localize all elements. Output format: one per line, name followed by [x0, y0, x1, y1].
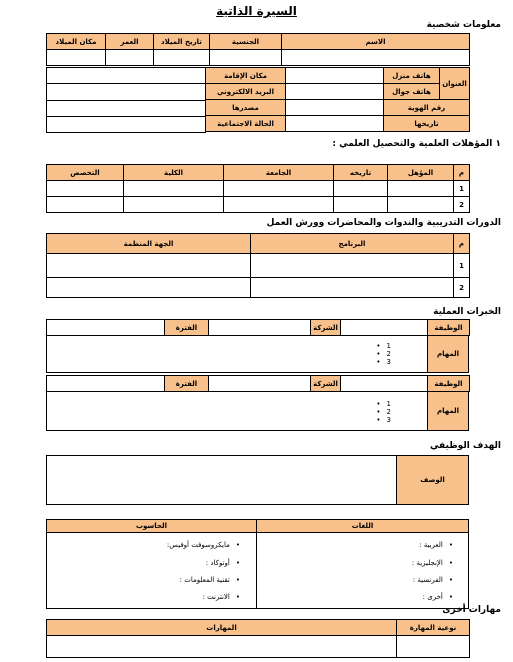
experience-row-1 [46, 319, 470, 336]
birth-place-label: مكان الميلاد [47, 34, 106, 50]
nationality-field[interactable] [210, 50, 282, 66]
personal-table-bottom [205, 67, 470, 132]
task-list: 1 • 2 • 3 • [376, 400, 391, 424]
objective-label-box [396, 455, 469, 505]
tasks-label-box [427, 335, 469, 373]
edu-row-num: 1 [454, 181, 470, 197]
id-source-label: مصدرها [206, 100, 286, 116]
other-skills-heading: مهارات أخرى [442, 605, 501, 615]
birth-date-label: تاريخ الميلاد [154, 34, 210, 50]
languages-header: اللغات [256, 519, 469, 533]
task-list: 1 • 2 • 3 • [376, 342, 391, 366]
home-phone-label: هاتف منزل [384, 68, 440, 84]
computer-header: الحاسوب [46, 519, 257, 533]
birth-place-field[interactable] [47, 50, 106, 66]
skills-field[interactable] [47, 636, 397, 658]
name-label: الاسم [282, 34, 470, 50]
course-row-num: 2 [454, 278, 470, 298]
residence-label: مكان الإقامة [206, 68, 286, 84]
job-label: الوظيفة [428, 376, 470, 392]
home-phone-field[interactable] [286, 68, 384, 84]
age-field[interactable] [106, 50, 154, 66]
marital-label: الحالة الاجتماعية [206, 116, 286, 132]
skills-label: المهارات [47, 620, 397, 636]
personal-table-top [46, 33, 470, 66]
experience-row-2 [46, 375, 470, 392]
language-item[interactable]: •العربية : [419, 541, 453, 549]
objective-desc-label: الوصف [420, 476, 445, 484]
nationality-label: الجنسية [210, 34, 282, 50]
edu-col-major: التخصص [47, 165, 124, 181]
other-skills-table [46, 619, 470, 658]
edu-row-num: 2 [454, 197, 470, 213]
edu-col-university: الجامعة [224, 165, 334, 181]
courses-table [46, 233, 470, 298]
computer-item[interactable]: •تقنية المعلومات : [179, 576, 240, 584]
language-item[interactable]: •الفرنسية : [412, 576, 453, 584]
company-field[interactable] [209, 320, 311, 336]
computer-item[interactable]: •أوتوكاد : [205, 559, 240, 567]
company-label: الشركة [311, 320, 341, 336]
job-field[interactable] [341, 320, 428, 336]
company-field[interactable] [209, 376, 311, 392]
objective-heading: الهدف الوظيفي [429, 441, 501, 451]
tasks-label: المهام [436, 407, 460, 415]
language-item[interactable]: •الإنجليزية : [411, 559, 453, 567]
skill-type-label: نوعية المهارة [397, 620, 470, 636]
skill-type-field[interactable] [397, 636, 470, 658]
objective-field[interactable] [46, 455, 397, 505]
computer-item[interactable]: •الانترنت : [202, 593, 240, 601]
experience-heading: الخبرات العملية [433, 307, 501, 317]
name-field[interactable] [282, 50, 470, 66]
id-number-field[interactable] [286, 100, 384, 116]
course-row-num: 1 [454, 254, 470, 278]
education-heading: ١ المؤهلات العلمية والتحصيل العلمي : [332, 139, 501, 149]
computer-item[interactable]: •مايكروسوفت أوفيس: [166, 541, 240, 549]
course-col-organizer: الجهة المنظمة [47, 234, 251, 254]
address-label: العنوان [440, 68, 470, 100]
period-field[interactable] [47, 376, 165, 392]
id-date-field[interactable] [286, 116, 384, 132]
tasks-field[interactable] [46, 391, 428, 431]
company-label: الشركة [311, 376, 341, 392]
education-table [46, 164, 470, 213]
id-number-label: رقم الهوية [384, 100, 470, 116]
course-col-program: البرنامج [251, 234, 454, 254]
edu-col-college: الكلية [124, 165, 224, 181]
edu-col-date: تاريخه [334, 165, 388, 181]
mobile-phone-label: هاتف جوال [384, 84, 440, 100]
period-field[interactable] [47, 320, 165, 336]
language-item[interactable]: •أخرى : [422, 593, 453, 601]
job-field[interactable] [341, 376, 428, 392]
personal-heading: معلومات شخصية [426, 20, 501, 30]
mobile-phone-field[interactable] [286, 84, 384, 100]
birth-date-field[interactable] [154, 50, 210, 66]
tasks-field[interactable] [46, 335, 428, 373]
age-label: العمر [106, 34, 154, 50]
tasks-label-box [427, 391, 469, 431]
period-label: الفترة [165, 376, 209, 392]
id-date-label: تاريخها [384, 116, 470, 132]
course-col-num: م [454, 234, 470, 254]
page-title: السيرة الذاتية [216, 4, 297, 18]
email-label: البريد الالكتروني [206, 84, 286, 100]
tasks-label: المهام [436, 350, 460, 358]
job-label: الوظيفة [428, 320, 470, 336]
courses-heading: الدورات التدريبية والندوات والمحاضرات وورش العمل [266, 218, 501, 228]
period-label: الفترة [165, 320, 209, 336]
edu-col-qualification: المؤهل [388, 165, 454, 181]
edu-col-num: م [454, 165, 470, 181]
